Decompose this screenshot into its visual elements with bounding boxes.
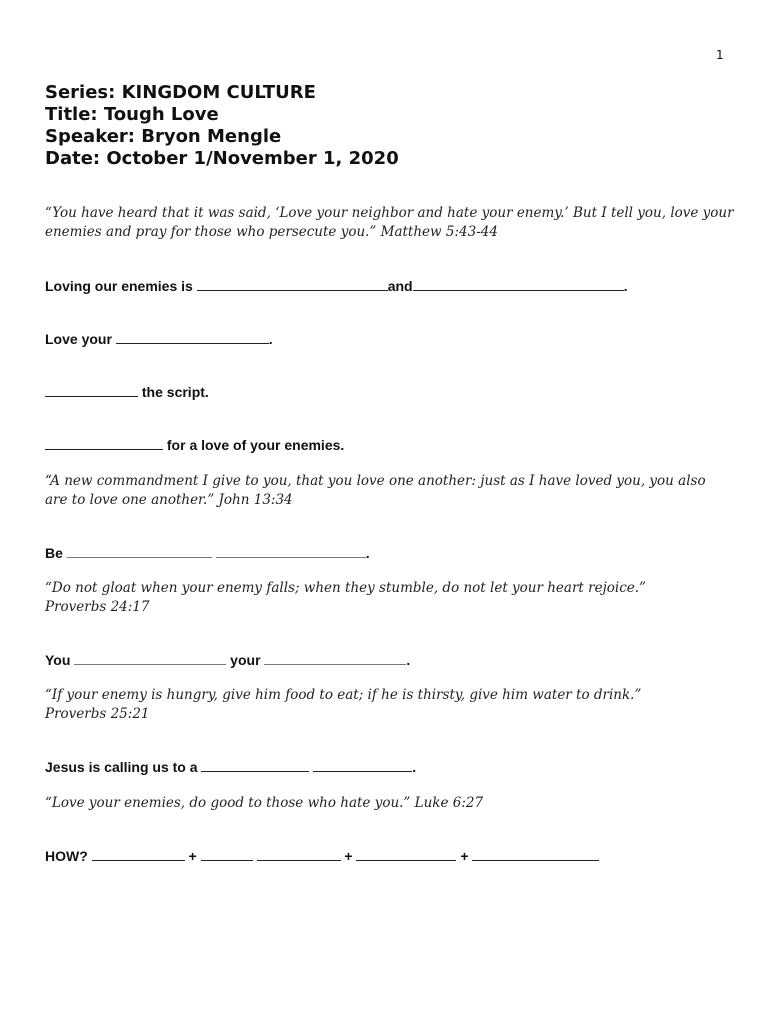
fill-in-line [45, 759, 416, 775]
fill-in-text: + [456, 848, 473, 864]
fill-in-line [45, 384, 209, 400]
fill-in-blank [356, 848, 456, 861]
fill-in-blank [413, 278, 624, 291]
fill-in-text: Loving our enemies is [45, 278, 197, 294]
fill-in-blank [472, 848, 599, 861]
fill-in-blank [74, 652, 226, 665]
fill-in-blank [201, 759, 309, 772]
fill-in-blank [116, 331, 269, 344]
fill-in-text: Be [45, 545, 67, 561]
fill-in-text: the script. [138, 384, 209, 400]
fill-in-blank [197, 278, 388, 291]
fill-in-line [45, 652, 410, 668]
fill-in-text: + [184, 848, 201, 864]
fill-in-line [45, 848, 599, 864]
scripture-quote: Proverbs 24:17 [45, 599, 150, 615]
page-number: 1 [716, 48, 724, 62]
fill-in-text: your [226, 652, 265, 668]
fill-in-blank [216, 545, 366, 558]
scripture-quote: Proverbs 25:21 [45, 706, 150, 722]
series-heading: Series: KINGDOM CULTURE [45, 82, 316, 103]
fill-in-text: . [412, 759, 417, 775]
fill-in-text: You [45, 652, 75, 668]
fill-in-line [45, 331, 273, 347]
fill-in-text: . [268, 331, 273, 347]
fill-in-line [45, 437, 344, 453]
scripture-quote: “A new commandment I give to you, that you love one another: just as I have loved you, you also [45, 473, 706, 489]
fill-in-blank [67, 545, 212, 558]
scripture-quote: “You have heard that it was said, ‘Love your neighbor and hate your enemy.’ But I tell you, love your [45, 205, 734, 221]
fill-in-blank [257, 848, 341, 861]
fill-in-text: Jesus is calling us to a [45, 759, 202, 775]
scripture-quote: enemies and pray for those who persecute you.” Matthew 5:43-44 [45, 224, 498, 240]
fill-in-text: for a love of your enemies. [163, 437, 345, 453]
fill-in-text: HOW? [45, 848, 92, 864]
fill-in-blank [92, 848, 185, 861]
title-heading: Title: Tough Love [45, 104, 219, 125]
scripture-quote: are to love one another.” John 13:34 [45, 492, 293, 508]
fill-in-text: + [340, 848, 357, 864]
scripture-quote: “If your enemy is hungry, give him food to eat; if he is thirsty, give him water to drink.” [45, 687, 642, 703]
fill-in-blank [45, 437, 163, 450]
fill-in-text: and [387, 278, 413, 294]
fill-in-line [45, 545, 370, 561]
scripture-quote: “Love your enemies, do good to those who hate you.” Luke 6:27 [45, 795, 484, 811]
fill-in-blank [313, 759, 412, 772]
fill-in-blank [264, 652, 406, 665]
speaker-heading: Speaker: Bryon Mengle [45, 126, 282, 147]
scripture-quote: “Do not gloat when your enemy falls; when they stumble, do not let your heart rejoice.” [45, 580, 646, 596]
fill-in-blank [201, 848, 253, 861]
fill-in-line [45, 278, 627, 294]
fill-in-text: . [406, 652, 411, 668]
date-heading: Date: October 1/November 1, 2020 [45, 148, 399, 169]
fill-in-text: Love your [45, 331, 116, 347]
fill-in-text: . [623, 278, 628, 294]
fill-in-blank [45, 384, 138, 397]
fill-in-text: . [365, 545, 370, 561]
